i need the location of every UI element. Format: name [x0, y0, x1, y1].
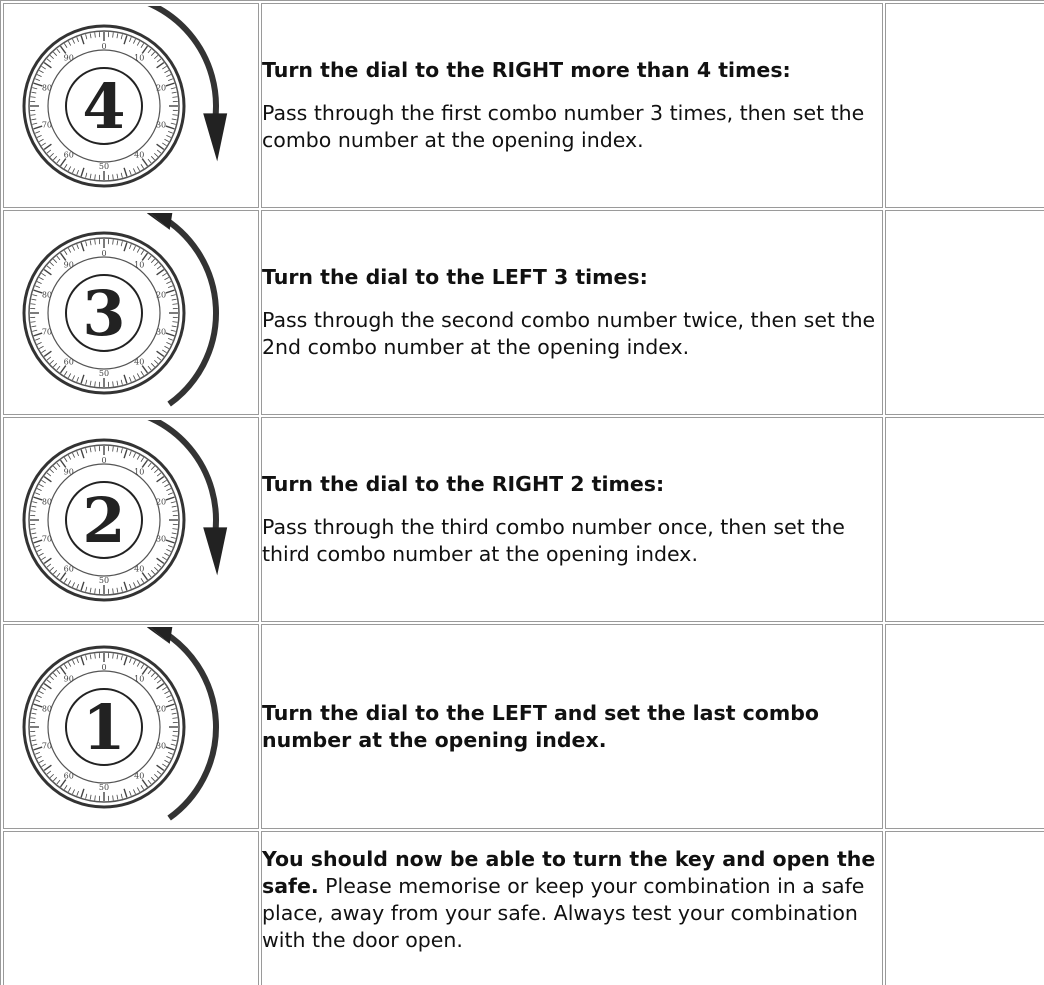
dial-number: 40: [134, 150, 145, 160]
dial-number: 70: [41, 327, 53, 337]
dial-number: 50: [98, 575, 110, 585]
instruction-cell: [261, 3, 883, 208]
dial-number: 40: [134, 357, 145, 367]
dial-cell: [3, 417, 259, 622]
empty-cell: [885, 624, 1044, 829]
dial-number: 30: [155, 741, 167, 751]
dial-number: 10: [134, 52, 145, 62]
dial-number: 20: [155, 496, 167, 506]
dial-number: 50: [98, 161, 110, 171]
dial-number: 60: [63, 564, 74, 574]
step-row: [3, 210, 1044, 415]
dial-number: 0: [101, 455, 107, 465]
dial-number: 10: [134, 466, 145, 476]
empty-cell: [885, 3, 1044, 208]
step-description: Pass through the second combo number twice, then set the 2nd combo number at the opening index.: [262, 308, 876, 359]
step-row: [3, 624, 1044, 829]
dial-number: 70: [41, 120, 53, 130]
dial-number: 80: [41, 82, 53, 92]
dial-number: 30: [155, 120, 167, 130]
dial-number: 40: [134, 771, 145, 781]
dial-number: 10: [134, 259, 145, 269]
dial-number: 60: [63, 771, 74, 781]
empty-cell: [885, 210, 1044, 415]
dial-number: 80: [41, 289, 53, 299]
dial-step-number: 4: [82, 69, 126, 143]
dial-number: 30: [155, 534, 167, 544]
dial-number: 20: [155, 82, 167, 92]
dial-number: 30: [155, 327, 167, 337]
empty-cell: [885, 417, 1044, 622]
dial-number: 90: [63, 466, 74, 476]
final-note-text: Please memorise or keep your combination in a safe place, away from your safe. Always test your combination with the door open.: [262, 874, 865, 952]
dial-number: 90: [63, 52, 74, 62]
dial-number: 50: [98, 368, 110, 378]
dial-number: 40: [134, 564, 145, 574]
dial-cell: [3, 210, 259, 415]
dial-number: 10: [134, 673, 145, 683]
step-description: Pass through the first combo number 3 times, then set the combo number at the opening index.: [262, 101, 865, 152]
step-description: Pass through the third combo number once, then set the third combo number at the opening index.: [262, 515, 845, 566]
final-note: [262, 846, 882, 954]
dial-number: 80: [41, 496, 53, 506]
dial-number: 0: [101, 662, 107, 672]
dial-number: 20: [155, 703, 167, 713]
instruction-cell: [261, 624, 883, 829]
dial-step-number: 2: [82, 483, 126, 557]
dial-number: 70: [41, 534, 53, 544]
final-note-cell: [261, 831, 883, 985]
step-heading: Turn the dial to the LEFT 3 times:: [262, 265, 648, 289]
dial-cell: [3, 624, 259, 829]
dial-step-number: 3: [82, 276, 126, 350]
final-row: [3, 831, 1044, 985]
dial-number: 20: [155, 289, 167, 299]
dial-number: 50: [98, 782, 110, 792]
step-heading: Turn the dial to the LEFT and set the last combo number at the opening index.: [262, 700, 820, 752]
step-row: [3, 417, 1044, 622]
empty-cell: [885, 831, 1044, 985]
step-row: [3, 3, 1044, 208]
combination-dial-icon: [4, 420, 254, 620]
dial-cell: [3, 3, 259, 208]
dial-number: 70: [41, 741, 53, 751]
dial-number: 90: [63, 259, 74, 269]
dial-number: 60: [63, 357, 74, 367]
combination-dial-icon: [4, 213, 254, 413]
dial-number: 80: [41, 703, 53, 713]
dial-number: 90: [63, 673, 74, 683]
step-heading: Turn the dial to the RIGHT 2 times:: [262, 472, 665, 496]
final-note-bold: You should now be able to turn the key and open the safe.: [262, 847, 876, 898]
dial-step-number: 1: [82, 690, 126, 764]
instruction-cell: [261, 210, 883, 415]
combination-dial-icon: [4, 627, 254, 827]
dial-number: 60: [63, 150, 74, 160]
blank-cell: [3, 831, 259, 985]
instruction-cell: [261, 417, 883, 622]
combination-dial-icon: [4, 6, 254, 206]
step-heading: Turn the dial to the RIGHT more than 4 times:: [262, 58, 791, 82]
dial-number: 0: [101, 41, 107, 51]
dial-number: 0: [101, 248, 107, 258]
